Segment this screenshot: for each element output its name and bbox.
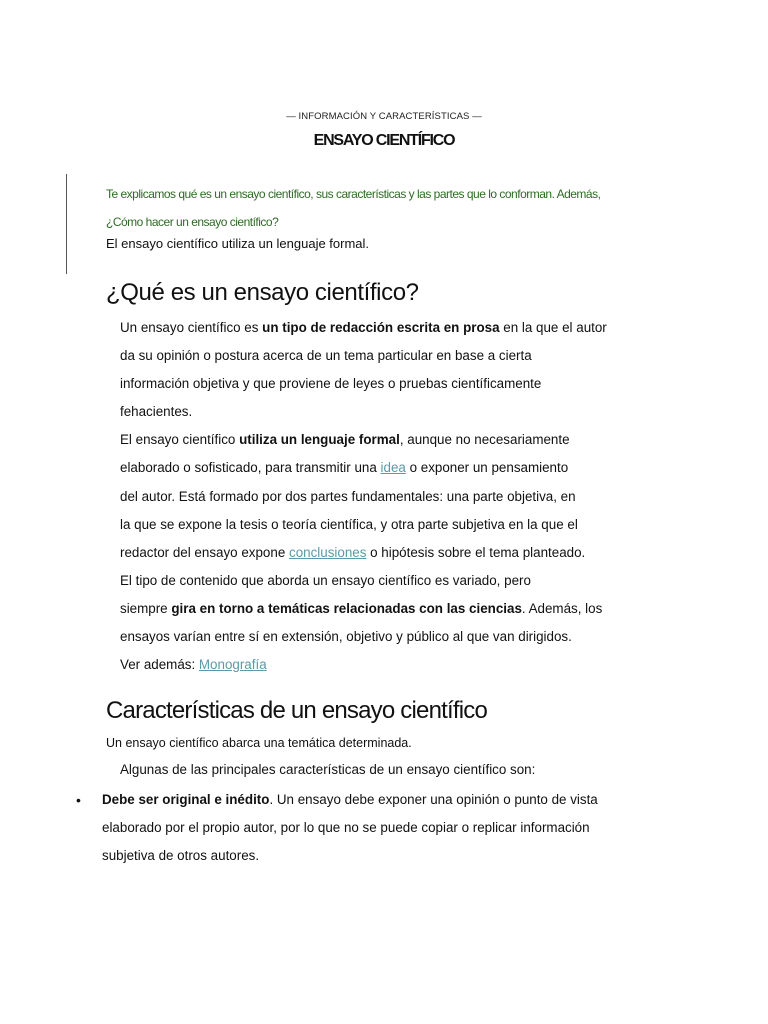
section-body-what-is [120,314,660,679]
text-span: , aunque no necesariamente [399,432,570,448]
bullet-icon: • [76,792,81,808]
bold-text: un tipo de redacción escrita en prosa [262,320,500,335]
page-title: ENSAYO CIENTÍFICO [313,132,455,149]
characteristics-list [76,786,676,870]
list-item [76,786,676,870]
idea-link[interactable]: idea [380,460,406,476]
text-line: la que se expone la tesis o teoría científica, y otra parte subjetiva en la que el [120,516,578,532]
bold-text: Debe ser original e inédito [102,792,270,807]
text-line: da su opinión o postura acerca de un tema particular en base a cierta [120,348,532,364]
text-line: del autor. Está formado por dos partes fundamentales: una parte objetiva, en [120,488,576,504]
see-also-label: Ver además: [120,657,199,673]
intro-line-1: Te explicamos qué es un ensayo científico, sus características y las partes que lo conforman. Además, [106,187,601,201]
intro-summary: El ensayo científico utiliza un lenguaje formal. [106,236,370,251]
text-line: elaborado por el propio autor, por lo que no se puede copiar o replicar información [102,820,590,835]
monografia-link[interactable]: Monografía [198,657,267,673]
text-line: El tipo de contenido que aborda un ensayo científico es variado, pero [120,572,531,588]
text-line [120,539,660,567]
text-span: elaborado o sofisticado, para transmitir una [120,460,381,476]
text-line [120,314,660,342]
text-span: Un ensayo científico es [120,320,263,335]
text-line [120,426,660,454]
text-span: o hipótesis sobre el tema planteado. [366,544,586,560]
see-also-line [120,651,660,679]
text-line [102,786,676,814]
quote-bar [66,174,67,274]
text-span: El ensayo científico [120,432,240,448]
intro-line-2: ¿Cómo hacer un ensayo científico? [106,215,279,229]
text-line: información objetiva y que proviene de leyes o pruebas científicamente [120,376,542,392]
text-line [120,454,660,482]
text-span: en la que el autor [499,320,607,335]
text-span: o exponer un pensamiento [405,460,569,476]
text-span: redactor del ensayo expone [120,544,289,560]
section-heading-what-is: ¿Qué es un ensayo científico? [106,279,419,306]
conclusiones-link[interactable]: conclusiones [289,544,367,560]
kicker: — INFORMACIÓN Y CARACTERÍSTICAS — [286,111,482,122]
text-span: . Además, los [521,600,603,616]
text-line [120,595,660,623]
bold-text: utiliza un lenguaje formal [239,432,400,448]
text-span: . Un ensayo debe exponer una opinión o punto de vista [269,792,598,807]
text-line: fehacientes. [120,404,193,420]
text-line: ensayos varían entre sí en extensión, objetivo y público al que van dirigidos. [120,629,572,645]
intro-lead [106,180,666,236]
section-subtitle: Un ensayo científico abarca una temática determinada. [106,736,412,750]
text-span: siempre [120,600,172,616]
section-heading-characteristics: Características de un ensayo científico [106,697,488,724]
bold-text: gira en torno a temáticas relacionadas con las ciencias [171,600,522,616]
characteristics-intro: Algunas de las principales características de un ensayo científico son: [120,762,536,777]
text-line: subjetiva de otros autores. [102,848,260,863]
